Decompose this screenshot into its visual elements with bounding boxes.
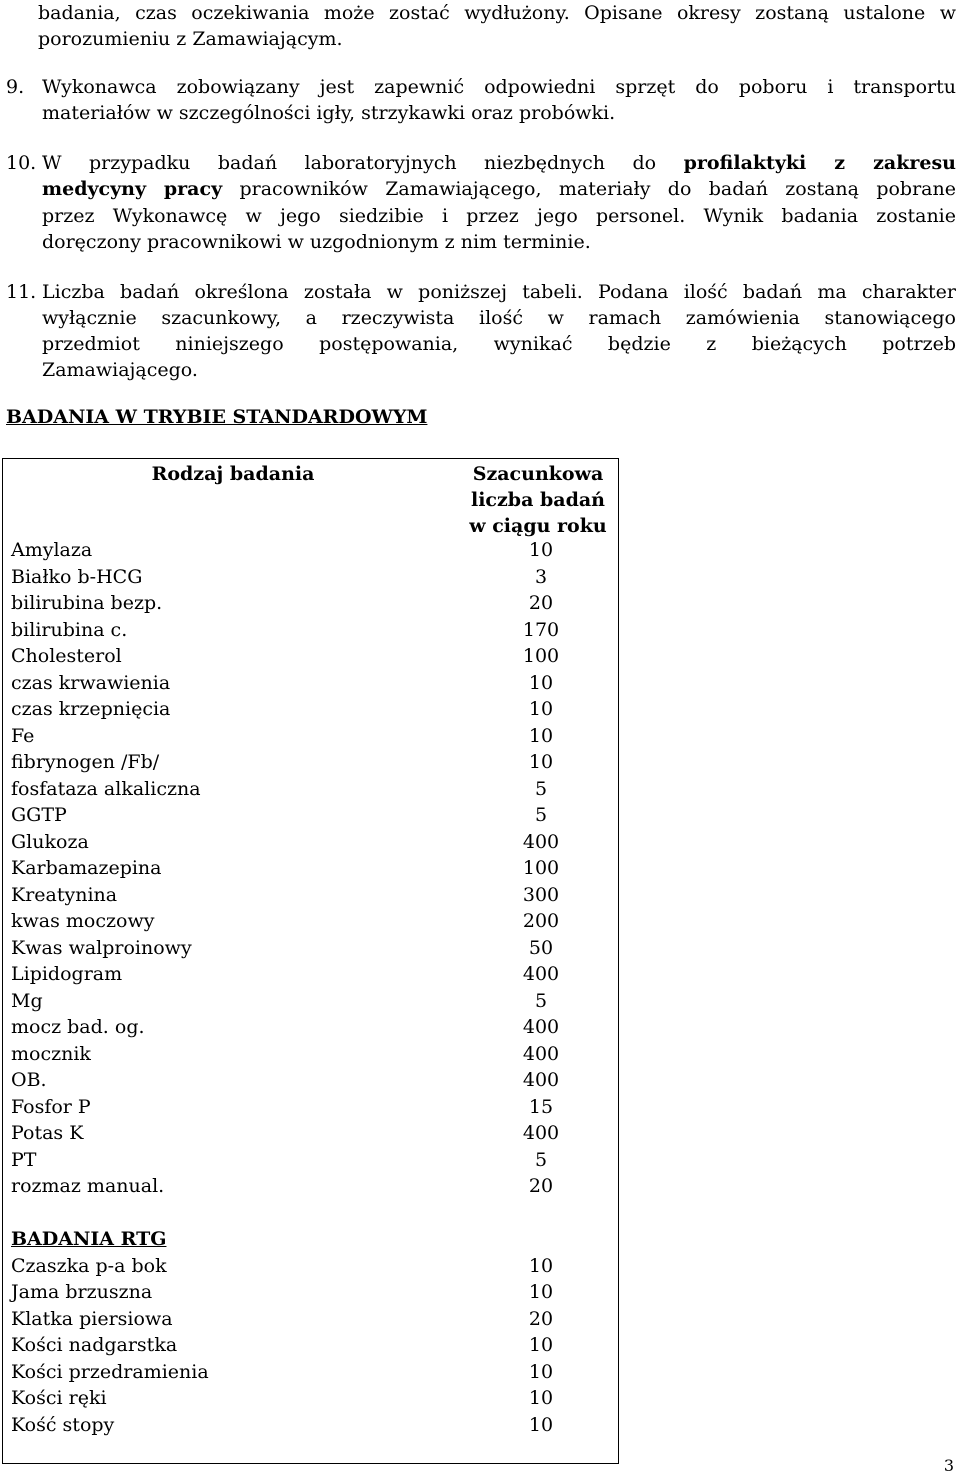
table-header-type: Rodzaj badania [151, 463, 315, 485]
exam-count: 10 [528, 1254, 554, 1277]
paragraph-8-line-1: badania, czas oczekiwania może zostać wydłużony. Opisane okresy zostaną ustalone w [38, 2, 956, 24]
paragraph-9-number: 9. [6, 76, 25, 98]
paragraph-10-line-1 [42, 150, 956, 176]
exam-name: mocznik [11, 1042, 91, 1065]
exam-count: 400 [522, 1069, 560, 1091]
table-row [11, 908, 611, 934]
table-row [11, 829, 611, 855]
table-row [11, 1253, 611, 1279]
table-row [11, 590, 611, 616]
table-row [11, 643, 611, 669]
table-row [11, 723, 611, 749]
exam-name: Mg [11, 989, 43, 1012]
exam-count: 170 [522, 618, 560, 641]
exam-count: 5 [534, 1148, 548, 1171]
table-row [11, 670, 611, 696]
exam-count: 300 [522, 883, 560, 906]
table-header-count-l3: w ciągu roku [469, 515, 607, 537]
table-header-count-l1: Szacunkowa [472, 463, 604, 485]
exam-name: Białko b-HCG [11, 565, 143, 588]
exam-count: 10 [528, 698, 554, 720]
exam-name: fibrynogen /Fb/ [11, 751, 160, 773]
exam-name: Fe [11, 724, 35, 747]
exam-count: 10 [528, 751, 554, 773]
table-row [11, 1014, 611, 1040]
exam-name: Czaszka p-a bok [11, 1254, 167, 1277]
exam-name: Kości ręki [11, 1387, 107, 1409]
exam-name: bilirubina c. [11, 618, 128, 641]
table-row [11, 617, 611, 643]
exam-name: Klatka piersiowa [11, 1307, 173, 1330]
exam-count: 10 [528, 1387, 554, 1409]
exam-count: 10 [528, 1360, 554, 1383]
exam-name: PT [11, 1148, 37, 1171]
exam-name: fosfataza alkaliczna [11, 777, 201, 800]
exam-name: GGTP [11, 804, 67, 826]
paragraph-10-line-2 [42, 176, 956, 202]
exam-count: 400 [522, 963, 560, 985]
table-row [11, 855, 611, 881]
exam-name: Kości przedramienia [11, 1360, 209, 1383]
exam-name: mocz bad. og. [11, 1016, 145, 1038]
table-header-count-l2: liczba badań [470, 489, 605, 511]
exam-count: 20 [528, 1175, 554, 1197]
table-row [11, 1385, 611, 1411]
table-row [11, 1147, 611, 1173]
exam-count: 10 [528, 724, 554, 747]
table-row [11, 1120, 611, 1146]
table-row [11, 1412, 611, 1438]
paragraph-10-line-4: doręczony pracownikowi w uzgodnionym z nim terminie. [42, 231, 591, 253]
exam-name: Glukoza [11, 830, 89, 853]
table-row [11, 802, 611, 828]
table-row [11, 1359, 611, 1385]
table-row [11, 1306, 611, 1332]
paragraph-11-line-4: Zamawiającego. [42, 359, 198, 381]
table-row [11, 1041, 611, 1067]
paragraph-11-line-2: wyłącznie szacunkowy, a rzeczywista ilość w ramach zamówienia stanowiącego [42, 307, 956, 329]
exam-count: 50 [528, 936, 554, 959]
exam-count: 5 [534, 777, 548, 800]
table-row [11, 1173, 611, 1199]
exam-name: Kreatynina [11, 883, 118, 906]
table-row [11, 749, 611, 775]
exam-name: kwas moczowy [11, 910, 155, 932]
exam-count: 3 [534, 565, 548, 588]
table-row [11, 537, 611, 563]
table-row [11, 935, 611, 961]
paragraph-10-bold-1: profilaktyki z zakresu [683, 152, 956, 174]
exam-name: Karbamazepina [11, 857, 162, 879]
exam-count: 10 [528, 671, 554, 694]
table-row [11, 882, 611, 908]
exam-count: 400 [522, 1016, 560, 1038]
exam-count: 400 [522, 830, 560, 853]
exam-count: 5 [534, 804, 548, 826]
exam-count: 10 [528, 539, 554, 561]
rtg-heading: BADANIA RTG [11, 1228, 167, 1250]
exam-table [2, 458, 619, 1464]
exam-count: 10 [528, 1413, 554, 1436]
exam-count: 100 [522, 857, 560, 879]
exam-count: 5 [534, 989, 548, 1012]
exam-name: bilirubina bezp. [11, 592, 163, 614]
exam-name: Kwas walproinowy [11, 936, 192, 959]
paragraph-10-line-3: przez Wykonawcę w jego siedzibie i przez jego personel. Wynik badania zostanie [42, 205, 956, 227]
paragraph-11-number: 11. [6, 281, 37, 303]
paragraph-10-number: 10. [6, 152, 37, 174]
page-number: 3 [943, 1456, 954, 1475]
table-row [11, 961, 611, 987]
exam-count: 10 [528, 1334, 554, 1356]
paragraph-9-line-1: Wykonawca zobowiązany jest zapewnić odpowiedni sprzęt do poboru i transportu [42, 76, 956, 98]
exam-name: Lipidogram [11, 963, 123, 985]
table-row [11, 564, 611, 590]
exam-name: Jama brzuszna [11, 1281, 153, 1303]
paragraph-11-line-3: przedmiot niniejszego postępowania, wynikać będzie z bieżących potrzeb [42, 333, 956, 355]
exam-name: Fosfor P [11, 1095, 91, 1118]
table-row [11, 1094, 611, 1120]
paragraph-10-line-1-text: W przypadku badań laboratoryjnych niezbędnych do [42, 152, 684, 174]
exam-name: rozmaz manual. [11, 1175, 165, 1197]
table-row [11, 776, 611, 802]
exam-count: 100 [522, 645, 560, 667]
table-row [11, 1067, 611, 1093]
exam-count: 400 [522, 1122, 560, 1144]
exam-count: 20 [528, 592, 554, 614]
paragraph-10-line-2-text: pracowników Zamawiającego, materiały do badań zostaną pobrane [222, 178, 956, 200]
section-heading: BADANIA W TRYBIE STANDARDOWYM [6, 406, 428, 428]
paragraph-11-line-1: Liczba badań określona została w poniższej tabeli. Podana ilość badań ma charakter [42, 281, 956, 303]
paragraph-9-line-2: materiałów w szczególności igły, strzykawki oraz probówki. [42, 102, 616, 124]
table-row [11, 1279, 611, 1305]
paragraph-8-line-2: porozumieniu z Zamawiającym. [38, 28, 343, 50]
exam-name: Potas K [11, 1122, 84, 1144]
exam-name: OB. [11, 1069, 47, 1091]
exam-name: Kość stopy [11, 1413, 115, 1436]
exam-name: Cholesterol [11, 645, 122, 667]
exam-name: Amylaza [11, 539, 93, 561]
exam-count: 10 [528, 1281, 554, 1303]
table-row [11, 1332, 611, 1358]
exam-name: czas krwawienia [11, 671, 171, 694]
exam-count: 400 [522, 1042, 560, 1065]
exam-name: Kości nadgarstka [11, 1334, 178, 1356]
exam-count: 15 [528, 1095, 554, 1118]
table-row [11, 988, 611, 1014]
exam-count: 20 [528, 1307, 554, 1330]
exam-count: 200 [522, 910, 560, 932]
table-row [11, 696, 611, 722]
exam-name: czas krzepnięcia [11, 698, 171, 720]
paragraph-10-bold-2: medycyny pracy [42, 178, 223, 200]
